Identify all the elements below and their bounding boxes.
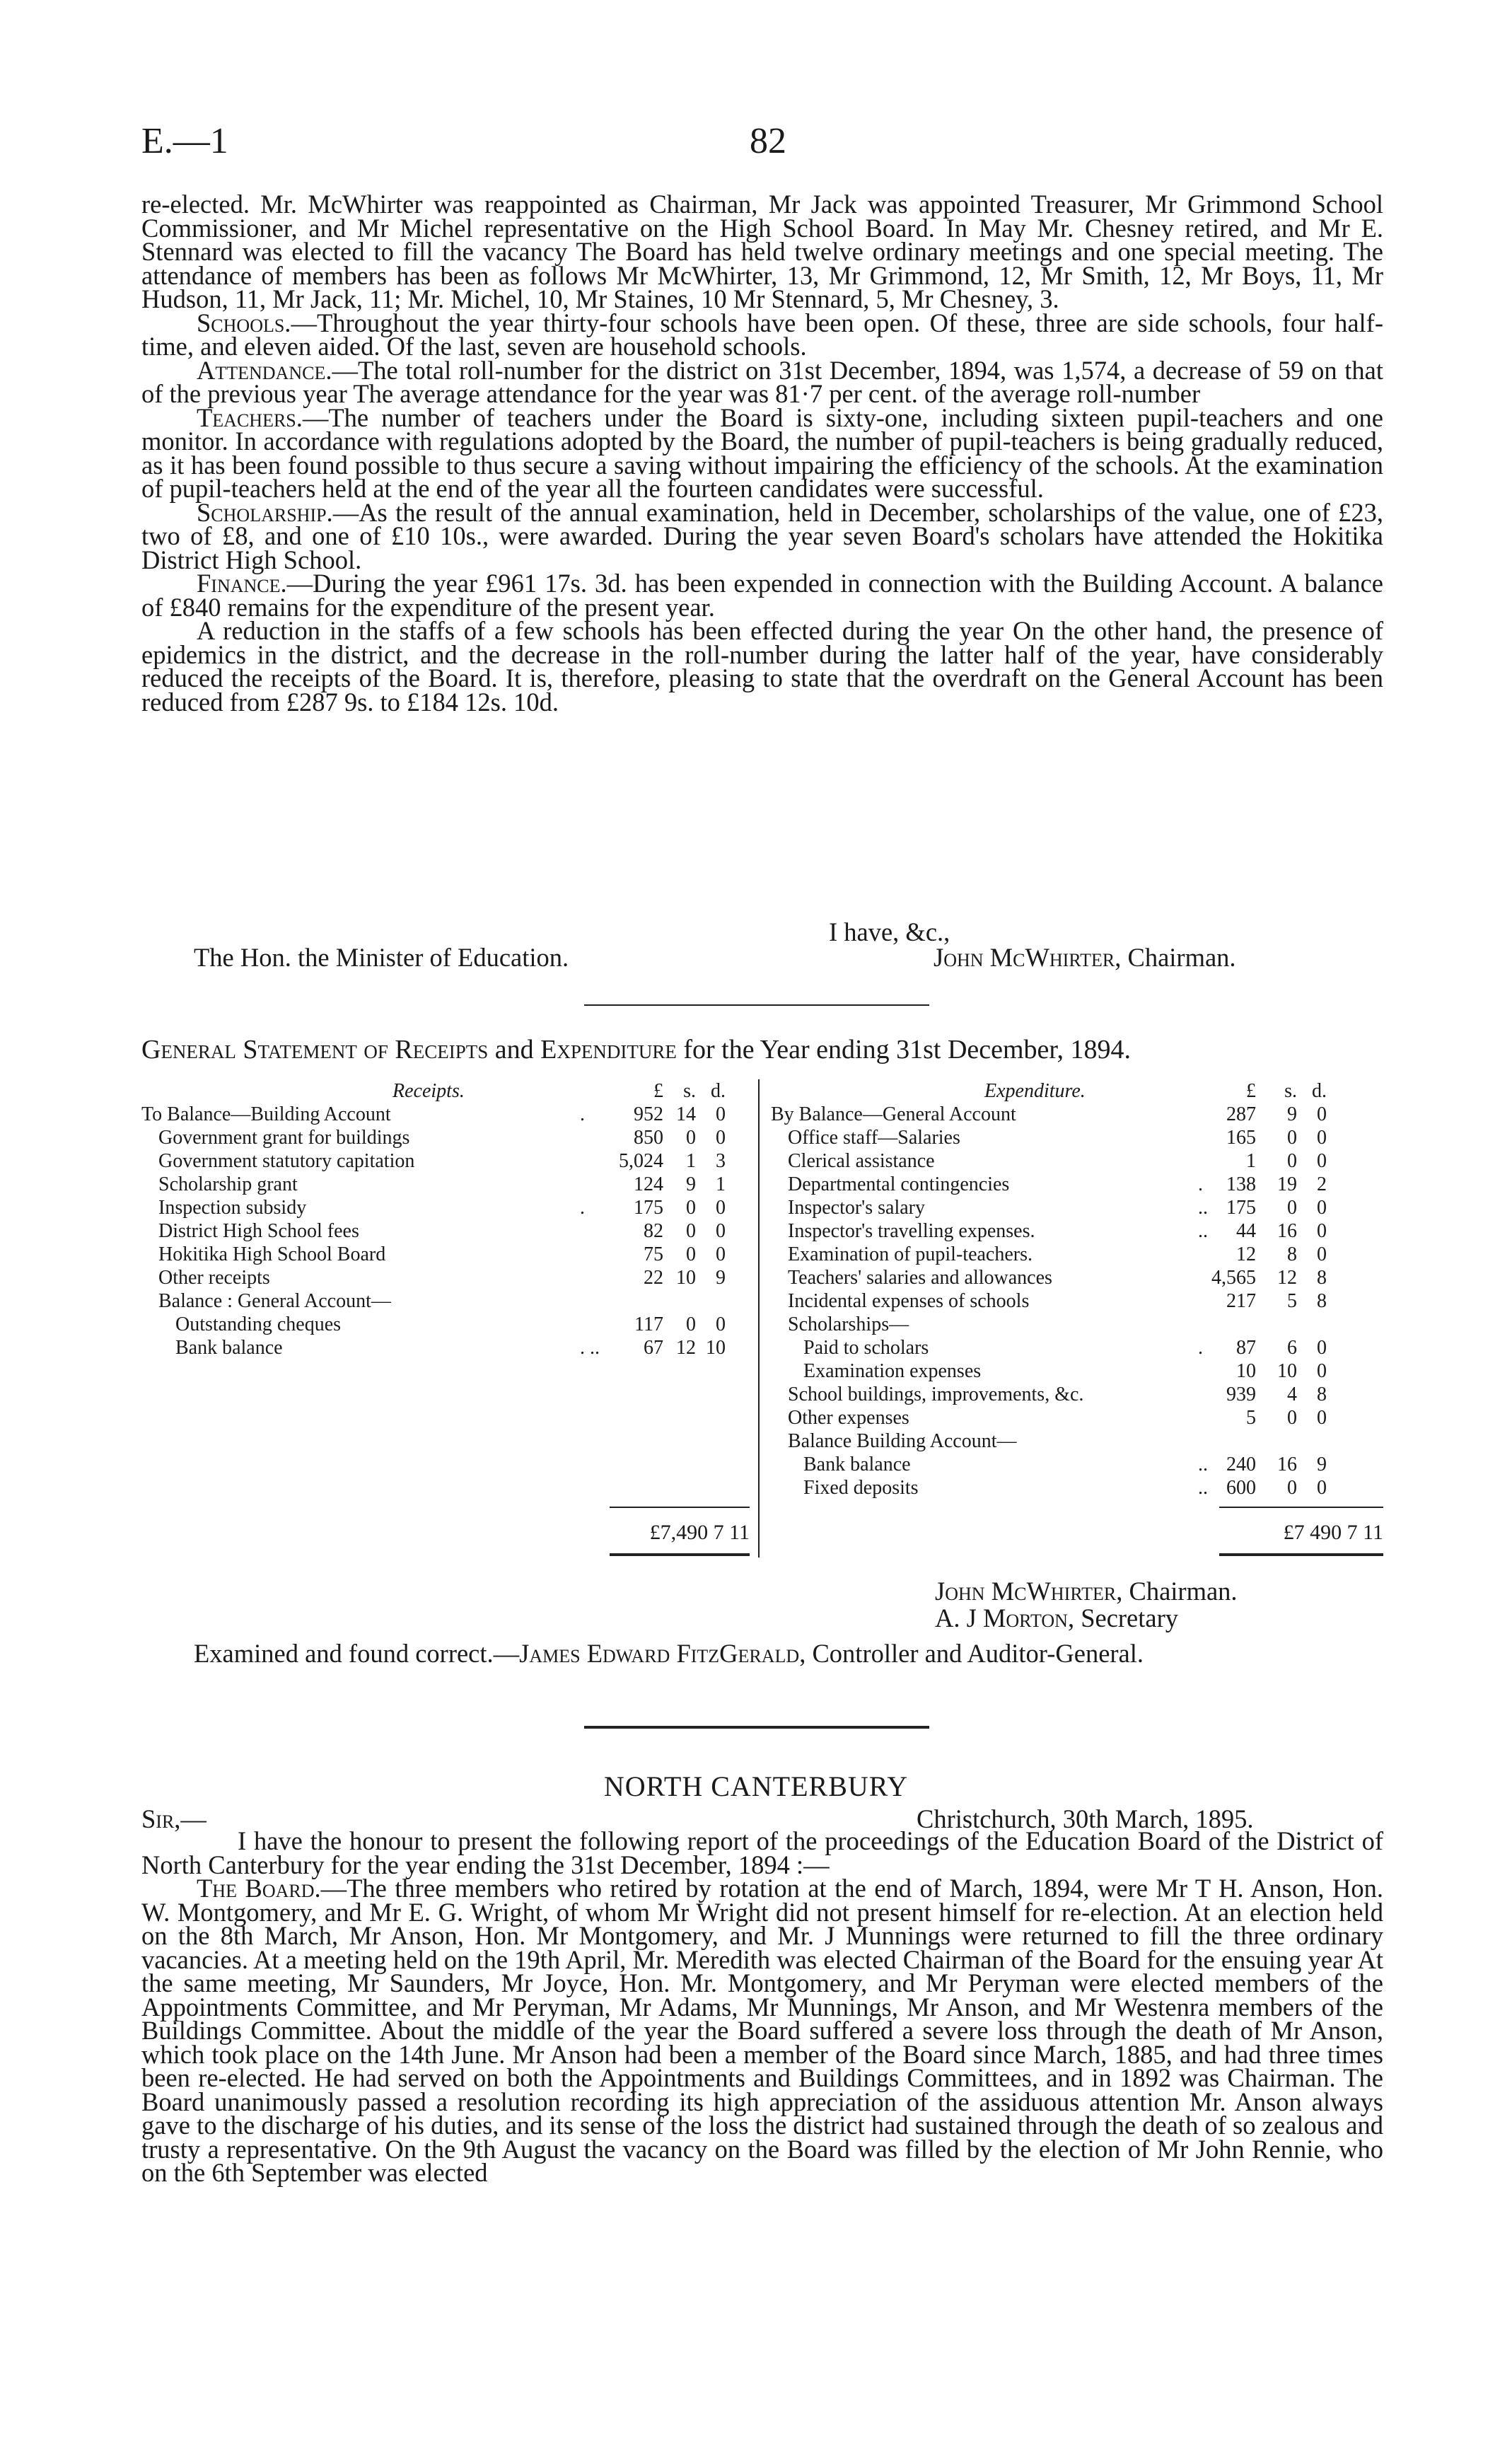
expenditure-label: Examination expenses xyxy=(803,1360,982,1382)
statement-secretary-prefix: A. J xyxy=(935,1603,983,1632)
expenditure-label: Fixed deposits xyxy=(803,1477,919,1499)
auditor-name: James Edward FitzGerald xyxy=(519,1639,800,1668)
ledger-divider xyxy=(758,1079,760,1557)
expenditure-header-row xyxy=(771,1079,1386,1103)
receipts-row xyxy=(141,1196,757,1219)
receipts-pounds: 5,024 xyxy=(619,1150,663,1172)
expenditure-pence: 0 xyxy=(1317,1197,1327,1219)
receipts-row xyxy=(141,1219,757,1243)
expenditure-shillings: 0 xyxy=(1287,1477,1297,1499)
statement-title-a: General Statement of Receipts xyxy=(141,1035,489,1065)
expenditure-pence: 0 xyxy=(1317,1150,1327,1172)
expenditure-label: Balance Building Account— xyxy=(788,1430,1017,1452)
statement-chairman-role: , Chairman. xyxy=(1116,1577,1238,1606)
board-nc-paragraph xyxy=(141,1876,1383,2185)
expenditure-row xyxy=(771,1453,1386,1476)
receipts-pence: 1 xyxy=(716,1173,726,1195)
receipts-label: To Balance—Building Account xyxy=(141,1103,391,1125)
expenditure-shillings: 4 xyxy=(1287,1383,1297,1405)
receipts-row xyxy=(141,1173,757,1196)
expenditure-ledger xyxy=(771,1079,1386,1499)
expenditure-col-s: s. xyxy=(1284,1080,1297,1102)
expenditure-col-pound: £ xyxy=(1246,1080,1256,1102)
expenditure-pounds: 287 xyxy=(1226,1103,1256,1125)
expenditure-shillings: 10 xyxy=(1277,1360,1297,1382)
expenditure-label: Incidental expenses of schools xyxy=(788,1290,1030,1312)
expenditure-pence: 0 xyxy=(1317,1360,1327,1382)
receipts-col-pound: £ xyxy=(653,1080,663,1102)
expenditure-leader: .. xyxy=(1198,1454,1208,1475)
teachers-text: —The number of teachers under the Board is sixty-one, including sixteen pupil-teachers and one monitor. In accordance with regulations adopted by the Board, the number of pupil-teachers is being gradually reduced, as it has been found possible to thus secure a saving without impairing the efficiency of the schools. At the examination of pupil-teachers held at the end of the year all the fourteen candidates were successful. xyxy=(141,402,1383,503)
expenditure-row xyxy=(771,1313,1386,1336)
expenditure-row xyxy=(771,1476,1386,1499)
expenditure-pounds: 87 xyxy=(1236,1337,1256,1359)
board-nc-heading: The Board. xyxy=(197,1874,321,1903)
expenditure-label: School buildings, improvements, &c. xyxy=(788,1383,1084,1405)
receipts-shillings: 9 xyxy=(686,1173,696,1195)
page-number: 82 xyxy=(750,121,786,161)
expenditure-row xyxy=(771,1336,1386,1359)
chairman-signature xyxy=(934,942,1236,973)
attendance-text: —The total roll-number for the district on 31st December, 1894, was 1,574, a decrease of 59 on that of the previous year The average attendance for the year was 81·7 per cent. of the average roll-number xyxy=(141,355,1383,408)
expenditure-label: Inspector's salary xyxy=(788,1197,925,1219)
salutation: Sir,— xyxy=(141,1804,207,1833)
receipts-pence: 10 xyxy=(706,1337,726,1359)
receipts-pence: 0 xyxy=(716,1103,726,1125)
expenditure-label: Examination of pupil-teachers. xyxy=(788,1243,1033,1265)
receipts-label: Scholarship grant xyxy=(158,1173,298,1195)
receipts-pounds: 67 xyxy=(644,1337,663,1359)
attendance-heading: Attendance. xyxy=(197,355,332,385)
receipts-pounds: 117 xyxy=(634,1313,663,1335)
expenditure-label: Other expenses xyxy=(788,1407,909,1429)
expenditure-row xyxy=(771,1406,1386,1429)
statement-title-d: for the Year ending 31st December, 1894. xyxy=(676,1035,1132,1065)
expenditure-label: Office staff—Salaries xyxy=(788,1127,960,1149)
receipts-label: Government statutory capitation xyxy=(158,1150,415,1172)
expenditure-pounds: 4,565 xyxy=(1211,1267,1256,1289)
expenditure-label: Bank balance xyxy=(803,1454,911,1475)
receipts-heading: Receipts. xyxy=(392,1080,465,1102)
attendance-paragraph xyxy=(141,355,1383,408)
receipts-total-rule xyxy=(610,1507,750,1508)
expenditure-pounds: 138 xyxy=(1226,1173,1256,1195)
expenditure-heading: Expenditure. xyxy=(984,1080,1086,1102)
expenditure-pounds: 217 xyxy=(1226,1290,1256,1312)
auditor-role: , Controller and Auditor-General. xyxy=(799,1639,1144,1668)
report-code: E.—1 xyxy=(141,121,228,161)
expenditure-label: Paid to scholars xyxy=(803,1337,929,1359)
expenditure-leader: . xyxy=(1198,1337,1203,1359)
addressee: The Hon. the Minister of Education. xyxy=(194,943,569,972)
receipts-label: Balance : General Account— xyxy=(158,1290,391,1312)
expenditure-label: Inspector's travelling expenses. xyxy=(788,1220,1035,1242)
receipts-shillings: 0 xyxy=(686,1243,696,1265)
finance-paragraph xyxy=(141,569,1383,622)
statement-secretary xyxy=(935,1603,1178,1633)
expenditure-row xyxy=(771,1359,1386,1383)
signatory-name: John McWhirter xyxy=(934,943,1115,972)
expenditure-shillings: 0 xyxy=(1287,1197,1297,1219)
expenditure-pounds: 175 xyxy=(1226,1197,1256,1219)
expenditure-pounds: 1 xyxy=(1246,1150,1256,1172)
receipts-shillings: 1 xyxy=(686,1150,696,1172)
receipts-pence: 0 xyxy=(716,1313,726,1335)
statement-chairman-name: John McWhirter xyxy=(935,1577,1117,1606)
receipts-row xyxy=(141,1149,757,1173)
section-heavy-divider xyxy=(584,1726,929,1729)
receipts-pounds: 850 xyxy=(634,1127,663,1149)
north-canterbury-report xyxy=(141,1826,1383,2187)
expenditure-label: Teachers' salaries and allowances xyxy=(788,1267,1052,1289)
receipts-pence: 0 xyxy=(716,1220,726,1242)
expenditure-shillings: 9 xyxy=(1287,1103,1297,1125)
receipts-label: Bank balance xyxy=(175,1337,283,1359)
expenditure-row xyxy=(771,1289,1386,1313)
expenditure-shillings: 0 xyxy=(1287,1150,1297,1172)
receipts-row xyxy=(141,1126,757,1149)
expenditure-label: Clerical assistance xyxy=(788,1150,935,1172)
expenditure-shillings: 0 xyxy=(1287,1127,1297,1149)
receipts-total-double-rule xyxy=(610,1553,750,1556)
expenditure-label: Departmental contingencies xyxy=(788,1173,1010,1195)
receipts-label: Outstanding cheques xyxy=(175,1313,342,1335)
receipts-shillings: 0 xyxy=(686,1220,696,1242)
expenditure-leader: .. xyxy=(1198,1220,1208,1242)
receipts-pounds: 175 xyxy=(634,1197,663,1219)
receipts-shillings: 0 xyxy=(686,1127,696,1149)
finance-heading: Finance. xyxy=(197,569,287,598)
expenditure-row xyxy=(771,1196,1386,1219)
expenditure-shillings: 16 xyxy=(1277,1220,1297,1242)
expenditure-leader: . xyxy=(1198,1173,1203,1195)
receipts-label: Other receipts xyxy=(158,1267,270,1289)
receipts-shillings: 0 xyxy=(686,1313,696,1335)
intro-paragraph: I have the honour to present the following report of the proceedings of the Education Board of the District of North Canterbury for the year ending the 31st December, 1894 :— xyxy=(141,1826,1383,1879)
scholarship-heading: Scholarship. xyxy=(197,497,333,527)
expenditure-pence: 0 xyxy=(1317,1407,1327,1429)
auditor-line xyxy=(194,1638,1144,1669)
auditor-prefix: Examined and found correct.— xyxy=(194,1639,520,1668)
expenditure-pounds: 240 xyxy=(1226,1454,1256,1475)
expenditure-row xyxy=(771,1126,1386,1149)
expenditure-row xyxy=(771,1383,1386,1406)
board-nc-text: —The three members who retired by rotation at the end of March, 1894, were Mr T H. Anson, Hon. W. Montgomery, and Mr E. G. Wright, of whom Mr Wright did not present himself for re-election. At an election held on the 8th March, Mr Anson, Hon. Mr Montgomery, and Mr. J Munnings were returned to fill the three ordinary vacancies. At a meeting held on the 19th April, Mr. Meredith was elected Chairman of the Board for the ensuing year At the same meeting, Mr Saunders, Mr Joyce, Hon. Mr. Montgomery, and Mr Peryman were elected members of the Appointments Committee, and Mr Peryman, Mr Adams, Mr Munnings, Mr Anson, and Mr Westenra members of the Buildings Committee. About the middle of the year the Board suffered a severe loss through the death of Mr Anson, which took place on the 14th June. Mr Anson had been a member of the Board since March, 1885, and had three times been re-elected. He had served on both the Appointments and Buildings Committees, and in 1892 was Chairman. The Board unanimously passed a resolution recording its high appreciation of the assiduous attention Mr. Anson always gave to the discharge of his duties, and its sense of the loss the district had sustained through the death of so zealous and trusty a representative. On the 9th August the vacancy on the Board was filled by the election of Mr John Rennie, who on the 6th September was elected xyxy=(141,1874,1383,2187)
expenditure-pounds: 12 xyxy=(1236,1243,1256,1265)
expenditure-shillings: 12 xyxy=(1277,1267,1297,1289)
expenditure-pence: 0 xyxy=(1317,1127,1327,1149)
receipts-shillings: 12 xyxy=(676,1337,696,1359)
receipts-label: Government grant for buildings xyxy=(158,1127,410,1149)
receipts-total: £7,490 7 11 xyxy=(649,1521,750,1544)
receipts-pounds: 75 xyxy=(644,1243,663,1265)
receipts-pounds: 22 xyxy=(644,1267,663,1289)
teachers-paragraph xyxy=(141,402,1383,503)
expenditure-shillings: 8 xyxy=(1287,1243,1297,1265)
receipts-leader: . xyxy=(580,1197,585,1219)
place-date: Christchurch, 30th March, 1895. xyxy=(917,1804,1254,1833)
schools-text: —Throughout the year thirty-four schools have been open. Of these, three are side schools, four half-time, and eleven aided. Of the last, seven are household schools. xyxy=(141,308,1383,361)
north-canterbury-title: NORTH CANTERBURY xyxy=(603,1770,909,1802)
expenditure-pounds: 165 xyxy=(1226,1127,1256,1149)
expenditure-pounds: 5 xyxy=(1246,1407,1256,1429)
expenditure-leader: .. xyxy=(1198,1477,1208,1499)
statement-title-c: Expenditure xyxy=(540,1035,677,1065)
closing-line: I have, &c., xyxy=(829,917,950,946)
expenditure-pounds: 939 xyxy=(1226,1383,1256,1405)
receipts-row xyxy=(141,1243,757,1266)
expenditure-pence: 0 xyxy=(1317,1243,1327,1265)
receipts-leader: . .. xyxy=(580,1337,600,1359)
receipts-pence: 0 xyxy=(716,1243,726,1265)
expenditure-pounds: 600 xyxy=(1226,1477,1256,1499)
receipts-row xyxy=(141,1336,757,1359)
receipts-header-row xyxy=(141,1079,757,1103)
expenditure-col-d: d. xyxy=(1312,1080,1327,1102)
expenditure-shillings: 5 xyxy=(1287,1290,1297,1312)
finance-text: —During the year £961 17s. 3d. has been expended in connection with the Building Account. A balance of £840 remains for the expenditure of the present year. xyxy=(141,569,1383,622)
receipts-shillings: 10 xyxy=(676,1267,696,1289)
receipts-pounds: 952 xyxy=(634,1103,663,1125)
expenditure-total-rule xyxy=(1219,1507,1383,1508)
expenditure-row xyxy=(771,1173,1386,1196)
receipts-shillings: 0 xyxy=(686,1197,696,1219)
receipts-pounds: 82 xyxy=(644,1220,663,1242)
expenditure-pence: 0 xyxy=(1317,1337,1327,1359)
statement-secretary-role: , Secretary xyxy=(1067,1603,1178,1632)
statement-chairman xyxy=(935,1576,1238,1606)
expenditure-pence: 0 xyxy=(1317,1220,1327,1242)
statement-title-b: and xyxy=(488,1035,541,1065)
receipts-row xyxy=(141,1103,757,1126)
receipts-label: Hokitika High School Board xyxy=(158,1243,386,1265)
expenditure-row xyxy=(771,1266,1386,1289)
scholarship-paragraph xyxy=(141,497,1383,574)
expenditure-pence: 2 xyxy=(1317,1173,1327,1195)
expenditure-pounds: 10 xyxy=(1236,1360,1256,1382)
expenditure-pence: 0 xyxy=(1317,1103,1327,1125)
statement-secretary-name: Morton xyxy=(982,1603,1068,1632)
receipts-pence: 3 xyxy=(716,1150,726,1172)
receipts-pence: 9 xyxy=(716,1267,726,1289)
expenditure-row xyxy=(771,1219,1386,1243)
expenditure-pence: 9 xyxy=(1317,1454,1327,1475)
receipts-label: District High School fees xyxy=(158,1220,359,1242)
reduction-paragraph: A reduction in the staffs of a few schools has been effected during the year On the other hand, the presence of epidemics in the district, and the decrease in the roll-number during the latter half of the year, have considerably reduced the receipts of the Board. It is, therefore, pleasing to state that the overdraft on the General Account has been reduced from £287 9s. to £184 12s. 10d. xyxy=(141,616,1383,717)
scholarship-text: —As the result of the annual examination, held in December, scholarships of the value, one of £23, two of £8, and one of £10 10s., were awarded. During the year seven Board's scholars have attended the Hokitika District High School. xyxy=(141,497,1383,574)
expenditure-total: £7 490 7 11 xyxy=(1283,1521,1383,1544)
receipts-leader: . xyxy=(580,1103,585,1125)
receipts-row xyxy=(141,1313,757,1336)
expenditure-label: By Balance—General Account xyxy=(771,1103,1016,1125)
expenditure-leader: .. xyxy=(1198,1197,1208,1219)
schools-heading: Schools. xyxy=(197,308,291,337)
receipts-pence: 0 xyxy=(716,1127,726,1149)
expenditure-pence: 8 xyxy=(1317,1267,1327,1289)
expenditure-row xyxy=(771,1429,1386,1453)
westland-report xyxy=(141,190,1383,717)
teachers-heading: Teachers. xyxy=(197,402,303,432)
expenditure-row xyxy=(771,1103,1386,1126)
expenditure-pence: 0 xyxy=(1317,1477,1327,1499)
statement-title xyxy=(141,1034,1383,1065)
expenditure-row xyxy=(771,1149,1386,1173)
schools-paragraph xyxy=(141,308,1383,361)
expenditure-pence: 8 xyxy=(1317,1290,1327,1312)
expenditure-shillings: 0 xyxy=(1287,1407,1297,1429)
receipts-col-s: s. xyxy=(683,1080,696,1102)
receipts-label: Inspection subsidy xyxy=(158,1197,307,1219)
expenditure-shillings: 6 xyxy=(1287,1337,1297,1359)
receipts-pence: 0 xyxy=(716,1197,726,1219)
receipts-ledger xyxy=(141,1079,757,1359)
expenditure-shillings: 16 xyxy=(1277,1454,1297,1475)
section-divider xyxy=(584,1004,929,1006)
expenditure-pounds: 44 xyxy=(1236,1220,1256,1242)
expenditure-shillings: 19 xyxy=(1277,1173,1297,1195)
receipts-shillings: 14 xyxy=(676,1103,696,1125)
receipts-row xyxy=(141,1266,757,1289)
expenditure-pence: 8 xyxy=(1317,1383,1327,1405)
expenditure-total-double-rule xyxy=(1219,1553,1383,1556)
receipts-pounds: 124 xyxy=(634,1173,663,1195)
expenditure-row xyxy=(771,1243,1386,1266)
signatory-role: , Chairman. xyxy=(1115,943,1236,972)
receipts-col-d: d. xyxy=(711,1080,726,1102)
expenditure-label: Scholarships— xyxy=(788,1313,909,1335)
board-paragraph: re-elected. Mr. McWhirter was reappointed as Chairman, Mr Jack was appointed Treasurer, Mr Grimmond School Commissioner, and Mr Michel representative on the High School Board. In May Mr. Chesney retired, and Mr E. Stennard was elected to fill the vacancy The Board has held twelve ordinary meetings and one special meeting. The attendance of members has been as follows Mr McWhirter, 13, Mr Grimmond, 12, Mr Smith, 12, Mr Boys, 11, Mr Hudson, 11, Mr Jack, 11; Mr. Michel, 10, Mr Staines, 10 Mr Stennard, 5, Mr Chesney, 3. xyxy=(141,190,1383,313)
receipts-row xyxy=(141,1289,757,1313)
